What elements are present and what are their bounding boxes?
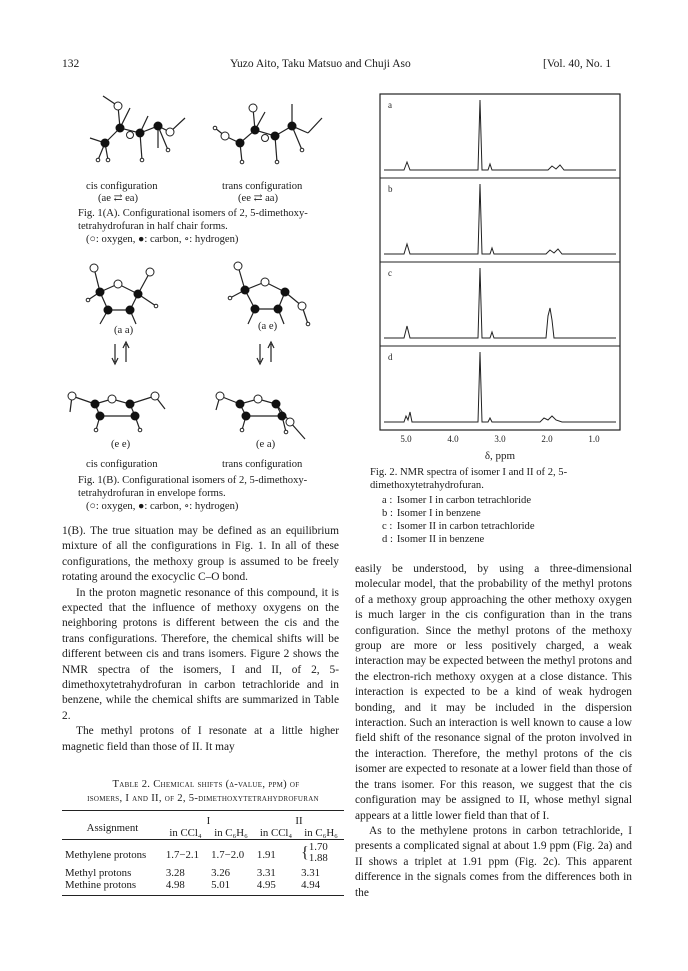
fig2-caption: Fig. 2. NMR spectra of isomer I and II of 2, 5-dimethoxytetrahydrofuran. bbox=[370, 467, 568, 491]
legend-key: d : bbox=[382, 534, 393, 545]
cell: 1.7−2.1 bbox=[165, 849, 199, 861]
cell: 4.94 bbox=[301, 879, 321, 891]
table-header-group-II: II bbox=[295, 815, 303, 827]
cell: 3.26 bbox=[211, 867, 231, 879]
fig1a-caption: Fig. 1(A). Configurational isomers of 2, 5-dimethoxy-tetrahydrofuran in half chair forms. bbox=[78, 208, 308, 232]
legend-text: Isomer I in carbon tetrachloride bbox=[396, 495, 532, 506]
table-subheader: in C₆H₆ bbox=[304, 827, 338, 839]
legend-key: c : bbox=[382, 521, 393, 532]
fig1a-drawing bbox=[70, 88, 350, 188]
fig1a-label-cis: cis configuration bbox=[86, 181, 158, 192]
tick-label: 5.0 bbox=[400, 434, 412, 444]
paragraph: In the proton magnetic resonance of this compound, it is expected that the influence of methoxy oxygens on the neighboring protons is different between the cis and the trans configurations. Therefore, the chemical shifts will be different between cis and trans isomers. Figure 2 shows the NMR spectra of the isomers, I and II, of 2, 5-dimethoxytetrahydrofuran in carbon tetrachloride and in benzene, while the chemical shifts are summarized in Table 2. bbox=[62, 586, 339, 722]
fig1b-drawing bbox=[60, 254, 350, 459]
fig1b-label-aa: (a a) bbox=[114, 325, 134, 336]
legend-text: Isomer II in benzene bbox=[396, 534, 485, 545]
cell-value: 1.70 bbox=[308, 841, 328, 853]
running-header-volume: [Vol. 40, No. 1 bbox=[543, 58, 612, 70]
table-row bbox=[62, 879, 344, 896]
table-subheader: in CCl₄ bbox=[169, 827, 202, 839]
panel-label-c: c bbox=[388, 268, 392, 278]
fig1b-label-cis: cis configuration bbox=[86, 459, 158, 470]
fig1b-label-ea: (e a) bbox=[256, 439, 276, 450]
table-row bbox=[62, 864, 344, 879]
tick-label: 4.0 bbox=[447, 434, 459, 444]
panel-label-a: a bbox=[388, 100, 392, 110]
fig1a-label-trans: trans configuration bbox=[222, 181, 303, 192]
table2-title-line2: isomers, I and II, of 2, 5-dimethoxytetrahydrofuran bbox=[87, 793, 319, 804]
cell: 4.98 bbox=[165, 879, 185, 891]
cell-value: 1.88 bbox=[308, 852, 328, 864]
fig1b-caption: Fig. 1(B). Configurational isomers of 2, 5-dimethoxy-tetrahydrofuran in envelope forms. bbox=[78, 475, 308, 499]
running-header-authors: Yuzo Aito, Taku Matsuo and Chuji Aso bbox=[230, 58, 411, 70]
tick-label: 2.0 bbox=[541, 434, 553, 444]
cell: 3.31 bbox=[301, 867, 321, 879]
spectrum-trace-b bbox=[384, 184, 616, 254]
table-header-group-I: I bbox=[206, 815, 211, 827]
cell: 4.95 bbox=[256, 879, 276, 891]
table-subheader: in C₆H₆ bbox=[214, 827, 248, 839]
spectrum-trace-d bbox=[384, 352, 616, 422]
fig1b-legend: (○: oxygen, ●: carbon, ∘: hydrogen) bbox=[86, 501, 239, 512]
left-column-text bbox=[62, 524, 339, 755]
panel-label-b: b bbox=[388, 184, 393, 194]
legend-item bbox=[382, 520, 539, 533]
table2-title-line1: Table 2. Chemical shifts (δ-value, ppm) of bbox=[112, 779, 300, 790]
tick-label: 1.0 bbox=[588, 434, 600, 444]
fig1a-legend: (○: oxygen, ●: carbon, ∘: hydrogen) bbox=[86, 234, 239, 245]
cell: 1.7−2.0 bbox=[211, 849, 245, 861]
paragraph: easily be understood, by using a three-dimensional molecular model, that the probability of the methyl protons of a methoxy group approaching the other methoxy oxygen is much larger in the cis configuration than in the trans configuration. Since the methyl protons of the methoxy group are more or less positively charged, a weak interaction may be expected between the methyl protons and the electron-rich methoxy oxygen at a close distance. This interaction is expected to be a kind of weak hydrogen bonding, and it may be included in the dispersion interaction. Such an interaction is well known to cause a low field shift of the resonance signal of the proton involved in the interaction. Therefore, the methyl protons of the cis isomer are expected to resonate at a lower field than those of the trans isomer. For this reason, we suggest that the cis configuration may be assigned to II, whose methyl signal appears at a little lower field than that of I. bbox=[355, 563, 632, 822]
spectrum-trace-a bbox=[384, 100, 616, 170]
cell: 3.28 bbox=[165, 867, 185, 879]
cell: 3.31 bbox=[256, 867, 276, 879]
table-header-assignment: Assignment bbox=[86, 822, 139, 834]
fig1b-label-ae: (a e) bbox=[258, 321, 278, 332]
row-label: Methine protons bbox=[65, 879, 137, 891]
table-row bbox=[62, 840, 344, 865]
legend-item bbox=[382, 507, 539, 520]
fig1a-sub-trans: (ee ⇄ aa) bbox=[238, 193, 279, 204]
table-subheader: in CCl₄ bbox=[259, 827, 293, 839]
cell: 1.91 bbox=[256, 849, 276, 861]
paragraph: As to the methylene protons in carbon tetrachloride, I presents a complicated signal at about 1.9 ppm (Fig. 2a) and II shows a triplet at 1.91 ppm (Fig. 2c). This apparent difference in the signals comes from the differences both in the bbox=[355, 824, 632, 899]
cell: 5.01 bbox=[211, 879, 231, 891]
legend-item bbox=[382, 533, 539, 546]
fig1b-label-ee: (e e) bbox=[111, 439, 131, 450]
x-axis-label: δ, ppm bbox=[484, 450, 516, 462]
fig2-nmr-spectra bbox=[370, 90, 630, 465]
legend-text: Isomer II in carbon tetrachloride bbox=[396, 521, 535, 532]
legend-text: Isomer I in benzene bbox=[396, 508, 481, 519]
panel-label-d: d bbox=[388, 352, 393, 362]
cell: {1.70 1.88 bbox=[301, 841, 328, 864]
fig2-legend bbox=[382, 494, 539, 546]
paragraph: 1(B). The true situation may be defined as an equilibrium mixture of all the configurations in Fig. 1. In all of these configurations, the methoxy group is assumed to be freely rotating around the exocyclic C–O bond. bbox=[62, 525, 339, 584]
tick-label: 3.0 bbox=[494, 434, 506, 444]
row-label: Methylene protons bbox=[65, 849, 147, 861]
fig1a-sub-cis: (ae ⇄ ea) bbox=[98, 193, 139, 204]
legend-item bbox=[382, 494, 539, 507]
page-number: 132 bbox=[62, 58, 80, 70]
row-label: Methyl protons bbox=[65, 867, 132, 879]
right-column-text bbox=[355, 562, 632, 901]
table2 bbox=[62, 810, 344, 896]
legend-key: b : bbox=[382, 508, 393, 519]
legend-key: a : bbox=[382, 495, 393, 506]
spectrum-trace-c bbox=[384, 268, 616, 338]
fig1b-label-trans: trans configuration bbox=[222, 459, 303, 470]
paragraph: The methyl protons of I resonate at a little higher magnetic field than those of II. It may bbox=[62, 725, 339, 753]
